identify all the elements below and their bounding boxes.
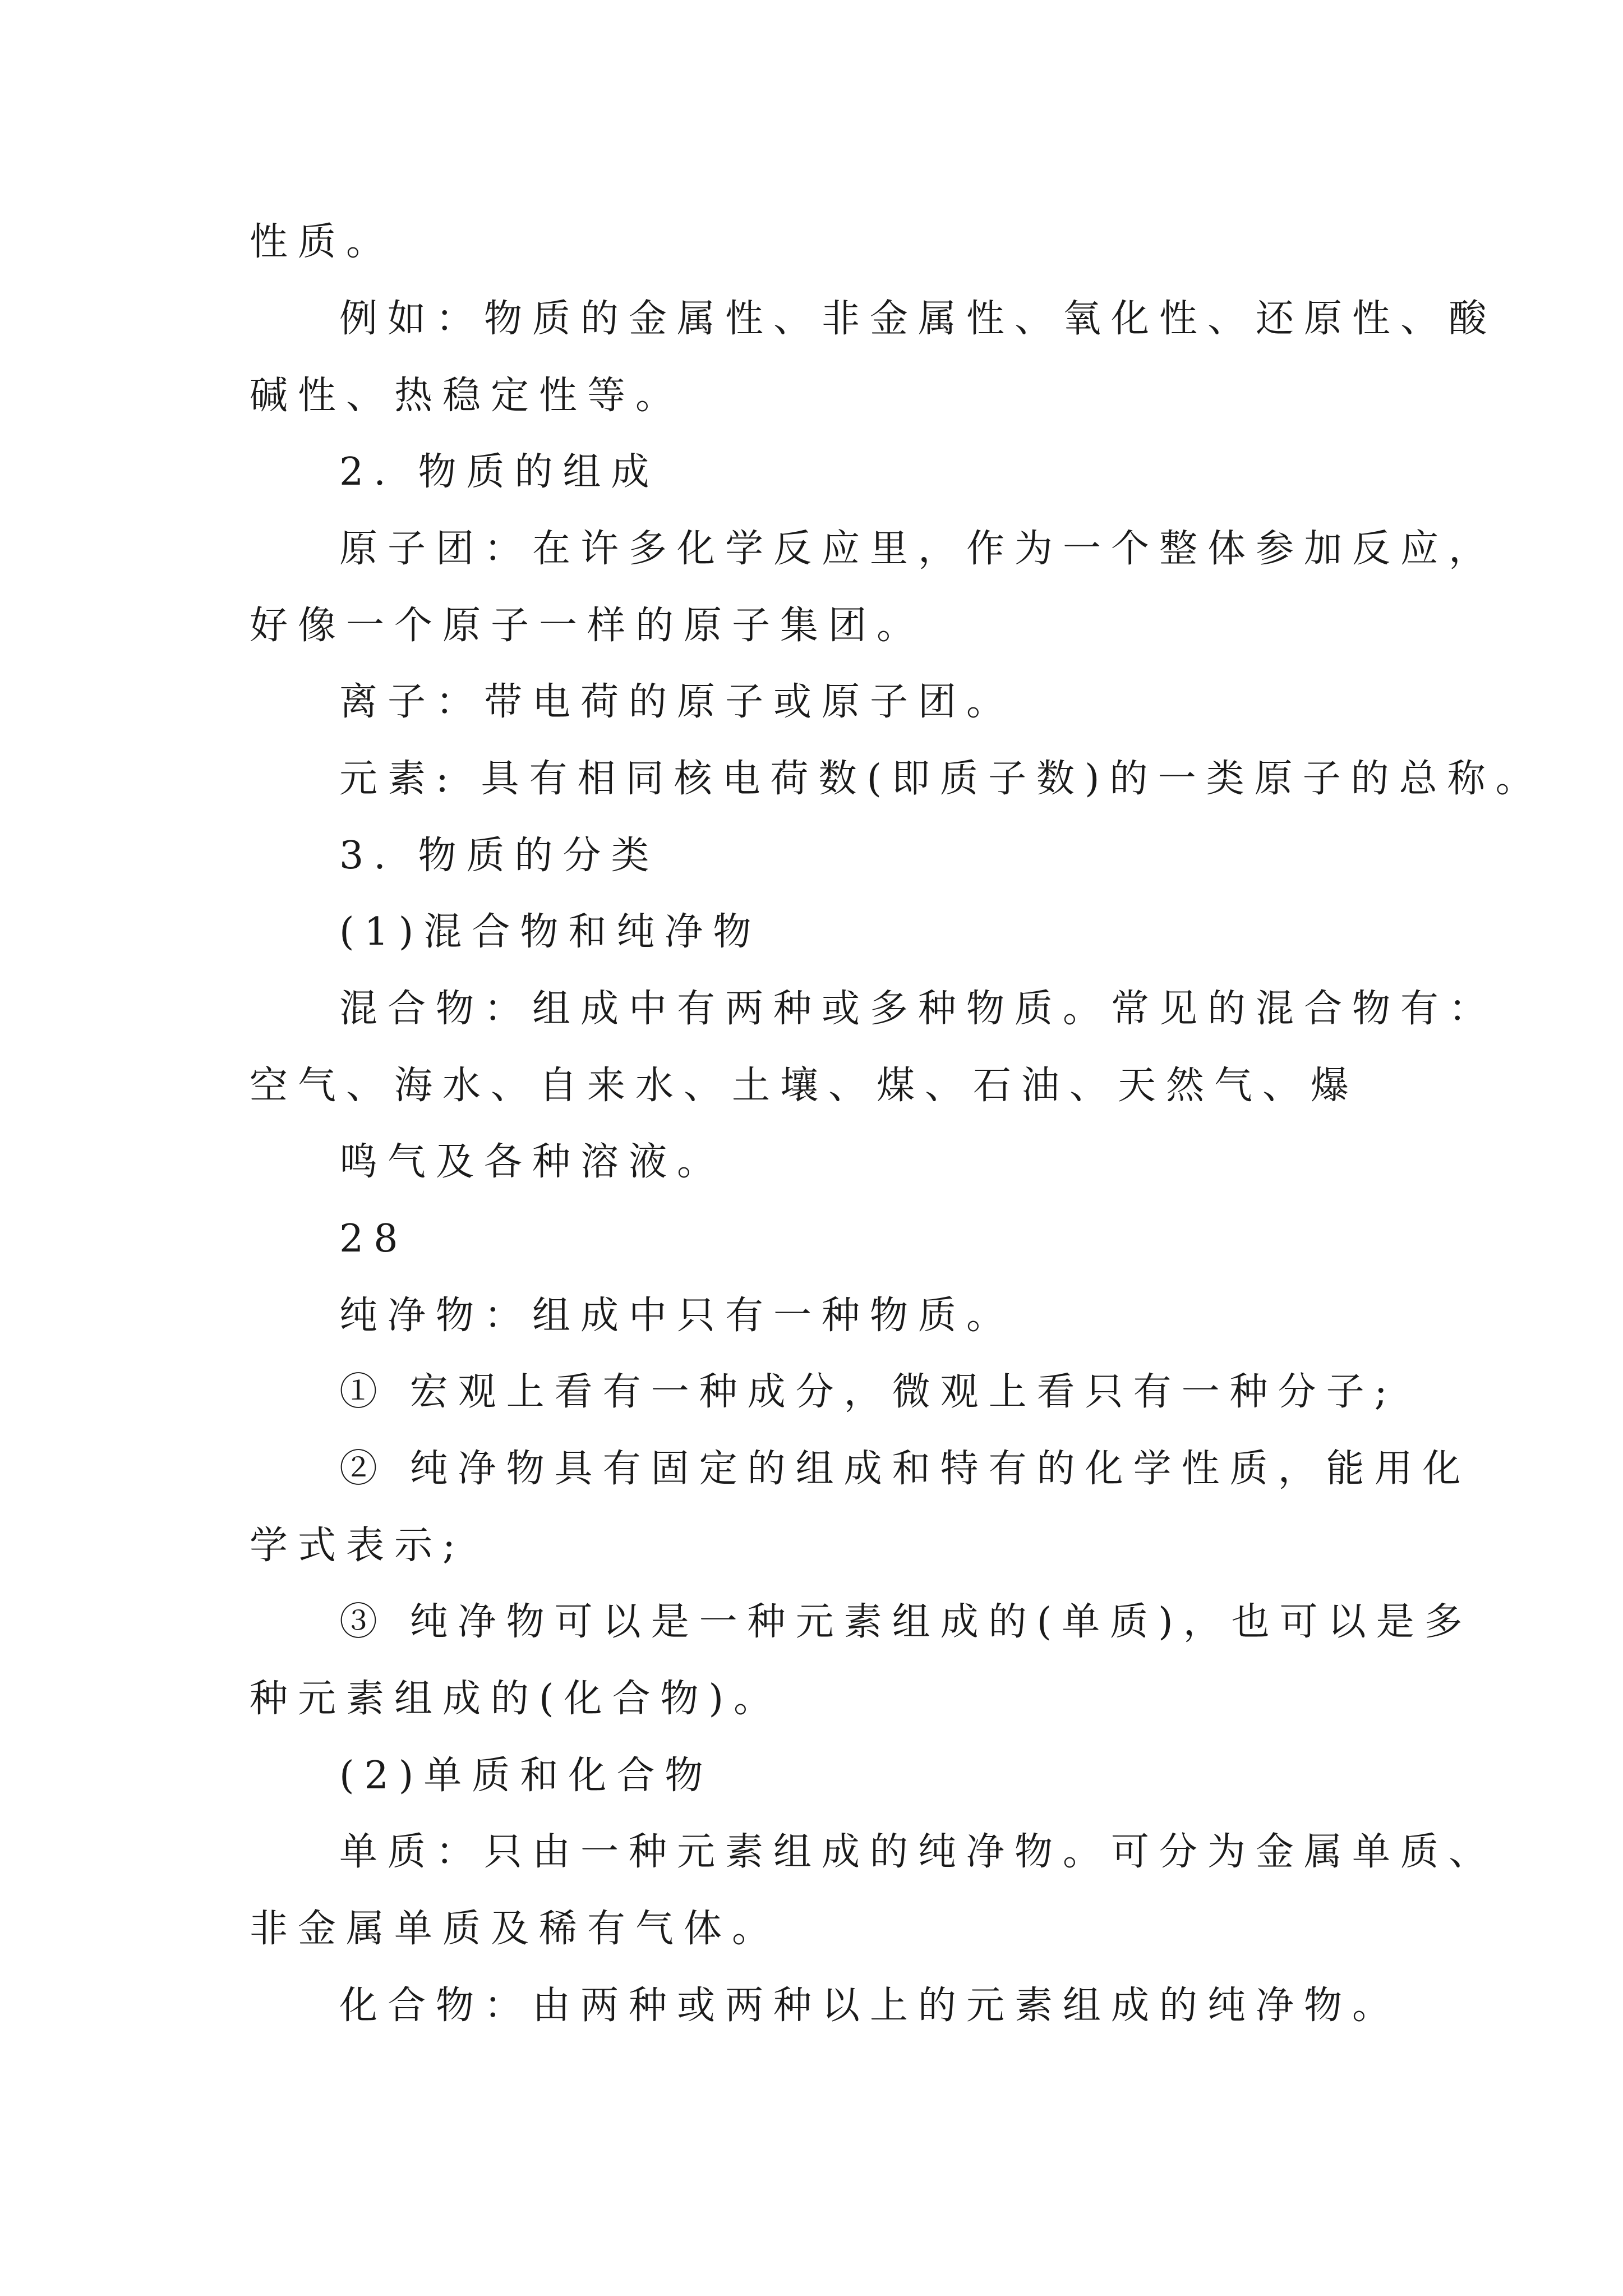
subsection-heading: (2)单质和化合物 [339,1754,713,1798]
list-item: ② 纯净物具有固定的组成和特有的化学性质，能用化 [339,1447,1471,1491]
text-line: 性质。 [250,220,395,264]
section-heading: 3. 物质的分类 [339,834,660,878]
text-line: 非金属单质及稀有气体。 [250,1907,781,1951]
page-number: 28 [339,1217,408,1261]
text-line: 鸣气及各种溶液。 [339,1140,726,1184]
text-line: 碱性、热稳定性等。 [250,374,684,418]
list-item: ① 宏观上看有一种成分，微观上看只有一种分子; [339,1370,1398,1414]
section-heading: 2. 物质的组成 [339,450,660,494]
text-line: 混合物：组成中有两种或多种物质。常见的混合物有： [339,987,1497,1031]
text-line: 种元素组成的(化合物)。 [250,1677,782,1721]
text-line: 原子团：在许多化学反应里，作为一个整体参加反应， [339,527,1497,571]
text-line: 例如：物质的金属性、非金属性、氧化性、还原性、酸 [339,297,1497,341]
text-line: 空气、海水、自来水、土壤、煤、石油、天然气、爆 [250,1064,1359,1108]
text-line: 单质：只由一种元素组成的纯净物。可分为金属单质、 [339,1830,1497,1874]
text-line: 纯净物：组成中只有一种物质。 [339,1294,1015,1338]
text-line: 元素: 具有相同核电荷数(即质子数)的一类原子的总称。 [339,757,1544,801]
text-line: 学式表示; [250,1524,465,1568]
list-item: ③ 纯净物可以是一种元素组成的(单质)，也可以是多 [339,1600,1473,1644]
text-line: 化合物：由两种或两种以上的元素组成的纯净物。 [339,1984,1401,2028]
subsection-heading: (1)混合物和纯净物 [339,910,762,954]
text-line: 好像一个原子一样的原子集团。 [250,604,925,648]
text-line: 离子：带电荷的原子或原子团。 [339,680,1015,724]
